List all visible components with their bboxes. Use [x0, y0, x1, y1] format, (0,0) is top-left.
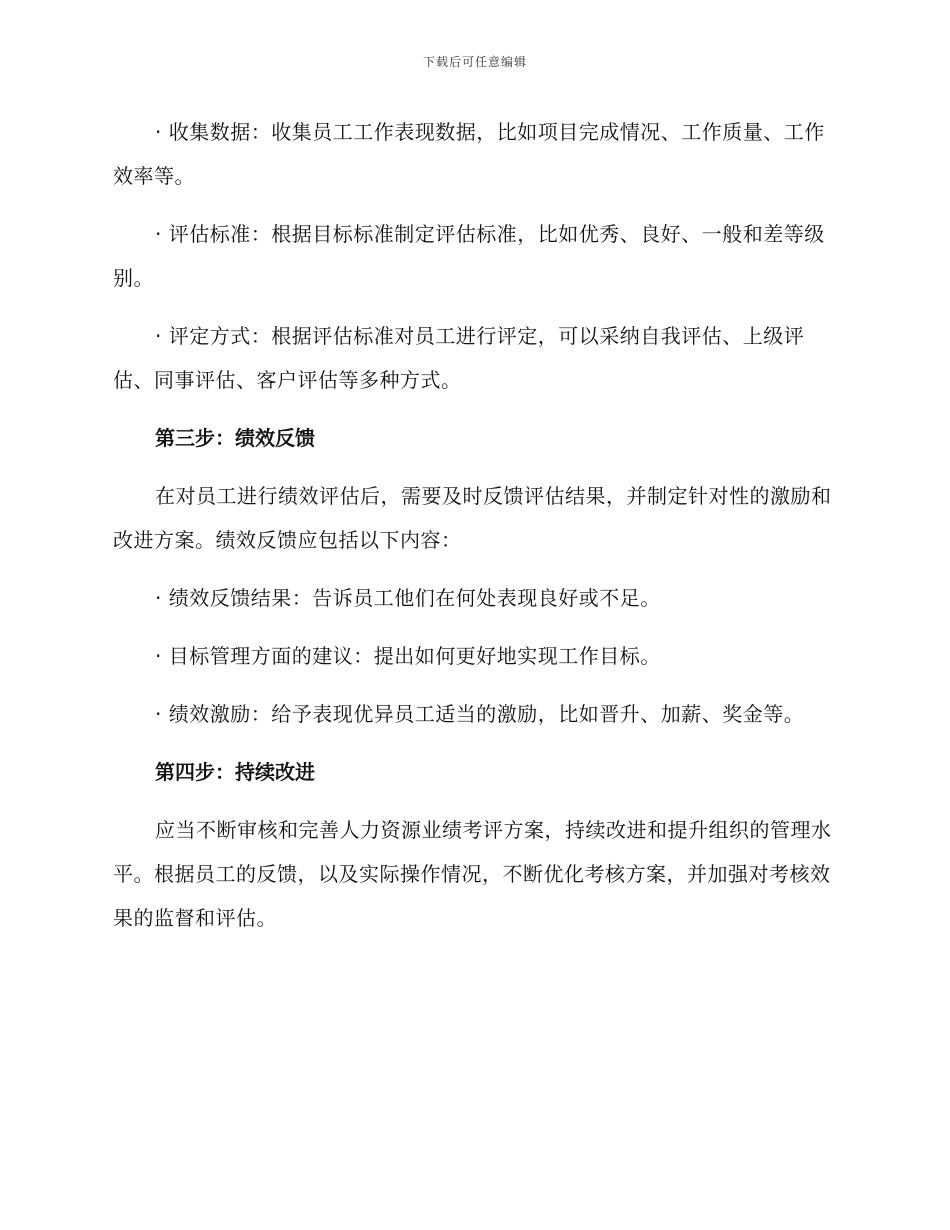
- paragraph-continuous-improvement: 应当不断审核和完善人力资源业绩考评方案，持续改进和提升组织的管理水平。根据员工的反馈，以及实际操作情况，不断优化考核方案，并加强对考核效果的监督和评估。: [113, 818, 832, 930]
- bullet-feedback-result: · 绩效反馈结果：告诉员工他们在何处表现良好或不足。: [155, 586, 661, 610]
- paragraph-feedback-intro: 在对员工进行绩效评估后，需要及时反馈评估结果，并制定针对性的激励和改进方案。绩效反馈应包括以下内容：: [113, 484, 832, 552]
- bullet-performance-incentive: · 绩效激励：给予表现优异员工适当的激励，比如晋升、加薪、奖金等。: [155, 702, 805, 726]
- section-heading-step-3: 第三步：绩效反馈: [155, 426, 315, 450]
- header-note: 下载后可任意编辑: [422, 55, 527, 69]
- bullet-goal-advice: · 目标管理方面的建议：提出如何更好地实现工作目标。: [155, 644, 661, 668]
- section-heading-step-4: 第四步：持续改进: [155, 760, 315, 784]
- document-body: [113, 110, 833, 954]
- bullet-collect-data: · 收集数据：收集员工工作表现数据，比如项目完成情况、工作质量、工作效率等。: [113, 120, 825, 188]
- bullet-evaluation-standard: · 评估标准：根据目标标准制定评估标准，比如优秀、良好、一般和差等级别。: [113, 222, 825, 290]
- bullet-evaluation-method: · 评定方式：根据评估标准对员工进行评定，可以采纳自我评估、上级评估、同事评估、客户评估等多种方式。: [113, 324, 805, 392]
